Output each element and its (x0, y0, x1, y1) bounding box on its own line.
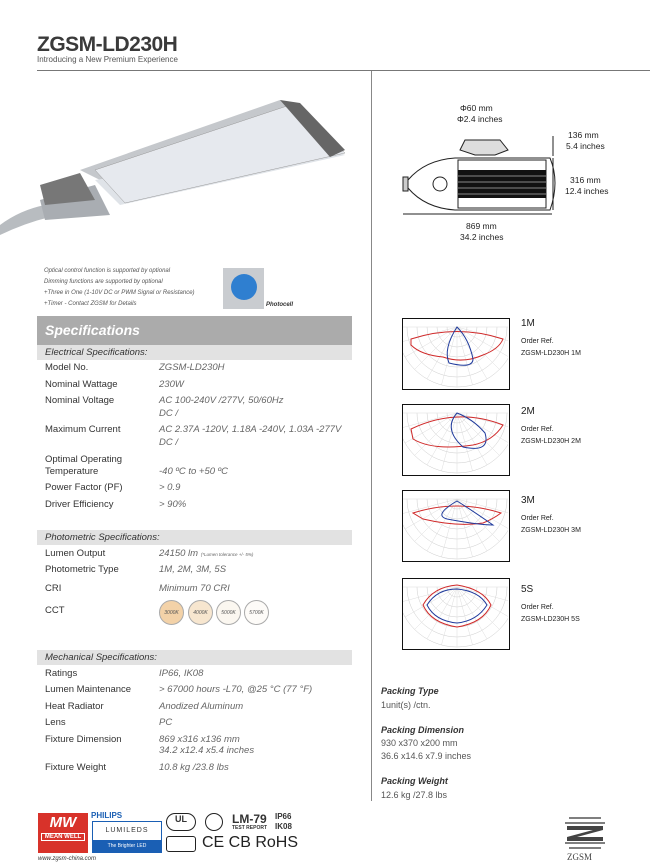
photometry-type: 1M (521, 318, 535, 329)
spec-value: 230W (159, 379, 184, 390)
spec-value: 10.8 kg /23.8 lbs (159, 762, 229, 773)
spec-value: Anodized Aluminum (159, 701, 244, 712)
meanwell-logo: MW MEAN WELL (38, 813, 88, 853)
note-line: +Three in One (1-10V DC or PWM Signal or Resistance) (44, 290, 195, 296)
packing-type: 1unit(s) /ctn. (381, 700, 431, 710)
specifications-heading: Specifications (37, 316, 352, 345)
spec-value: 1M, 2M, 3M, 5S (159, 564, 227, 575)
dimension-drawing (400, 120, 560, 220)
gs-logo (166, 836, 196, 852)
spec-value: > 67000 hours -L70, @25 °C (77 °F) (159, 684, 313, 695)
spec-label: Model No. (45, 362, 89, 373)
spec-value: DC / (159, 408, 178, 419)
spec-label: CRI (45, 583, 62, 594)
spec-label: Lumen Maintenance (45, 684, 132, 695)
spec-value: AC 2.37A -120V, 1.18A -240V, 1.03A -277V (159, 424, 342, 435)
cct-3000k: 3000K (159, 600, 184, 625)
order-ref-label: Order Ref. (521, 426, 554, 433)
spec-value: > 90% (159, 499, 187, 510)
diameter-in: Φ2.4 inches (457, 114, 503, 124)
ip66-logo: IP66 (275, 812, 292, 821)
spec-value: DC / (159, 437, 178, 448)
order-ref-label: Order Ref. (521, 338, 554, 345)
page-subtitle: Introducing a New Premium Experience (37, 55, 178, 64)
width-mm: 316 mm (570, 175, 601, 185)
note-line: Dimming functions are supported by optional (44, 279, 163, 285)
lumen-tolerance: (*Lumen tolerance +/- 5%) (200, 552, 254, 557)
spec-label: Nominal Wattage (45, 379, 118, 390)
product-image (0, 85, 360, 245)
spec-label: Ratings (45, 668, 78, 679)
certification-logos: CE CB RoHS (202, 834, 299, 851)
diameter-mm: Φ60 mm (460, 103, 493, 113)
order-ref: ZGSM-LD230H 3M (521, 527, 581, 534)
spec-value: ZGSM-LD230H (159, 362, 225, 373)
polar-diagram-5S (402, 578, 510, 650)
lumileds-logo: LUMILEDS The Brighter LED (92, 821, 162, 853)
spec-label: Temperature (45, 466, 99, 477)
photocell-image (223, 268, 264, 309)
spec-label: Lens (45, 717, 66, 728)
order-ref-label: Order Ref. (521, 515, 554, 522)
electrical-heading: Electrical Specifications: (37, 345, 352, 360)
ul-logo: UL (166, 813, 196, 831)
spec-value: > 0.9 (159, 482, 181, 493)
length-in: 34.2 inches (460, 232, 504, 242)
mechanical-heading: Mechanical Specifications: (37, 650, 352, 665)
spec-label: Driver Efficiency (45, 499, 114, 510)
spec-label: Photometric Type (45, 564, 119, 575)
photometry-type: 5S (521, 584, 534, 595)
dlc-logo (205, 813, 223, 831)
length-mm: 869 mm (466, 221, 497, 231)
cct-5700k: 5700K (244, 600, 269, 625)
spec-label: Power Factor (PF) (45, 482, 123, 493)
note-line: +Timer - Contact ZGSM for Details (44, 301, 137, 307)
lm79-logo: LM-79 (232, 812, 267, 826)
header-divider (37, 70, 650, 71)
cct-4000k: 4000K (188, 600, 213, 625)
spec-label: Lumen Output (45, 548, 106, 559)
ik08-logo: IK08 (275, 822, 292, 831)
spec-label: Heat Radiator (45, 701, 104, 712)
spec-label: Fixture Dimension (45, 734, 122, 745)
spec-value: 24150 lm (*Lumen tolerance +/- 5%) (159, 548, 254, 559)
spec-value: PC (159, 717, 173, 728)
spec-label: Optimal Operating (45, 454, 123, 465)
height-in: 5.4 inches (566, 141, 605, 151)
spec-value: IP66, IK08 (159, 668, 204, 679)
note-line: Optical control function is supported by optional (44, 268, 171, 274)
order-ref: ZGSM-LD230H 2M (521, 438, 581, 445)
packing-type-label: Packing Type (381, 686, 439, 696)
zgsm-brand: ZGSM (567, 852, 593, 862)
page-title: ZGSM-LD230H (37, 33, 178, 56)
packing-dimension-in: 36.6 x14.6 x7.9 inches (381, 751, 472, 761)
photometric-heading: Photometric Specifications: (37, 530, 352, 545)
width-in: 12.4 inches (565, 186, 609, 196)
polar-diagram-2M (402, 404, 510, 476)
order-ref: ZGSM-LD230H 5S (521, 616, 580, 623)
polar-diagram-1M (402, 318, 510, 390)
packing-weight-label: Packing Weight (381, 776, 448, 786)
lm79-sub: TEST REPORT (232, 825, 268, 831)
column-divider (371, 71, 372, 801)
spec-value: AC 100-240V /277V, 50/60Hz (159, 395, 284, 406)
philips-logo: PHILIPS (91, 811, 123, 820)
spec-value: -40 ºC to +50 ºC (159, 466, 228, 477)
website: www.zgsm-china.com (38, 856, 97, 862)
photometry-type: 2M (521, 406, 535, 417)
height-mm: 136 mm (568, 130, 599, 140)
polar-diagram-3M (402, 490, 510, 562)
photocell-label: Photocell (266, 302, 294, 308)
spec-label: Nominal Voltage (45, 395, 115, 406)
zgsm-logo-icon (563, 815, 607, 851)
packing-dimension-label: Packing Dimension (381, 725, 465, 735)
packing-weight: 12.6 kg /27.8 lbs (381, 790, 448, 800)
photometry-type: 3M (521, 495, 535, 506)
spec-label: CCT (45, 605, 65, 616)
spec-label: Maximum Current (45, 424, 121, 435)
packing-dimension-mm: 930 x370 x200 mm (381, 738, 458, 748)
spec-value: 34.2 x12.4 x5.4 inches (159, 745, 255, 756)
order-ref-label: Order Ref. (521, 604, 554, 611)
cct-5000k: 5000K (216, 600, 241, 625)
spec-value: Minimum 70 CRI (159, 583, 230, 594)
spec-value: 869 x316 x136 mm (159, 734, 240, 745)
spec-label: Fixture Weight (45, 762, 107, 773)
order-ref: ZGSM-LD230H 1M (521, 350, 581, 357)
